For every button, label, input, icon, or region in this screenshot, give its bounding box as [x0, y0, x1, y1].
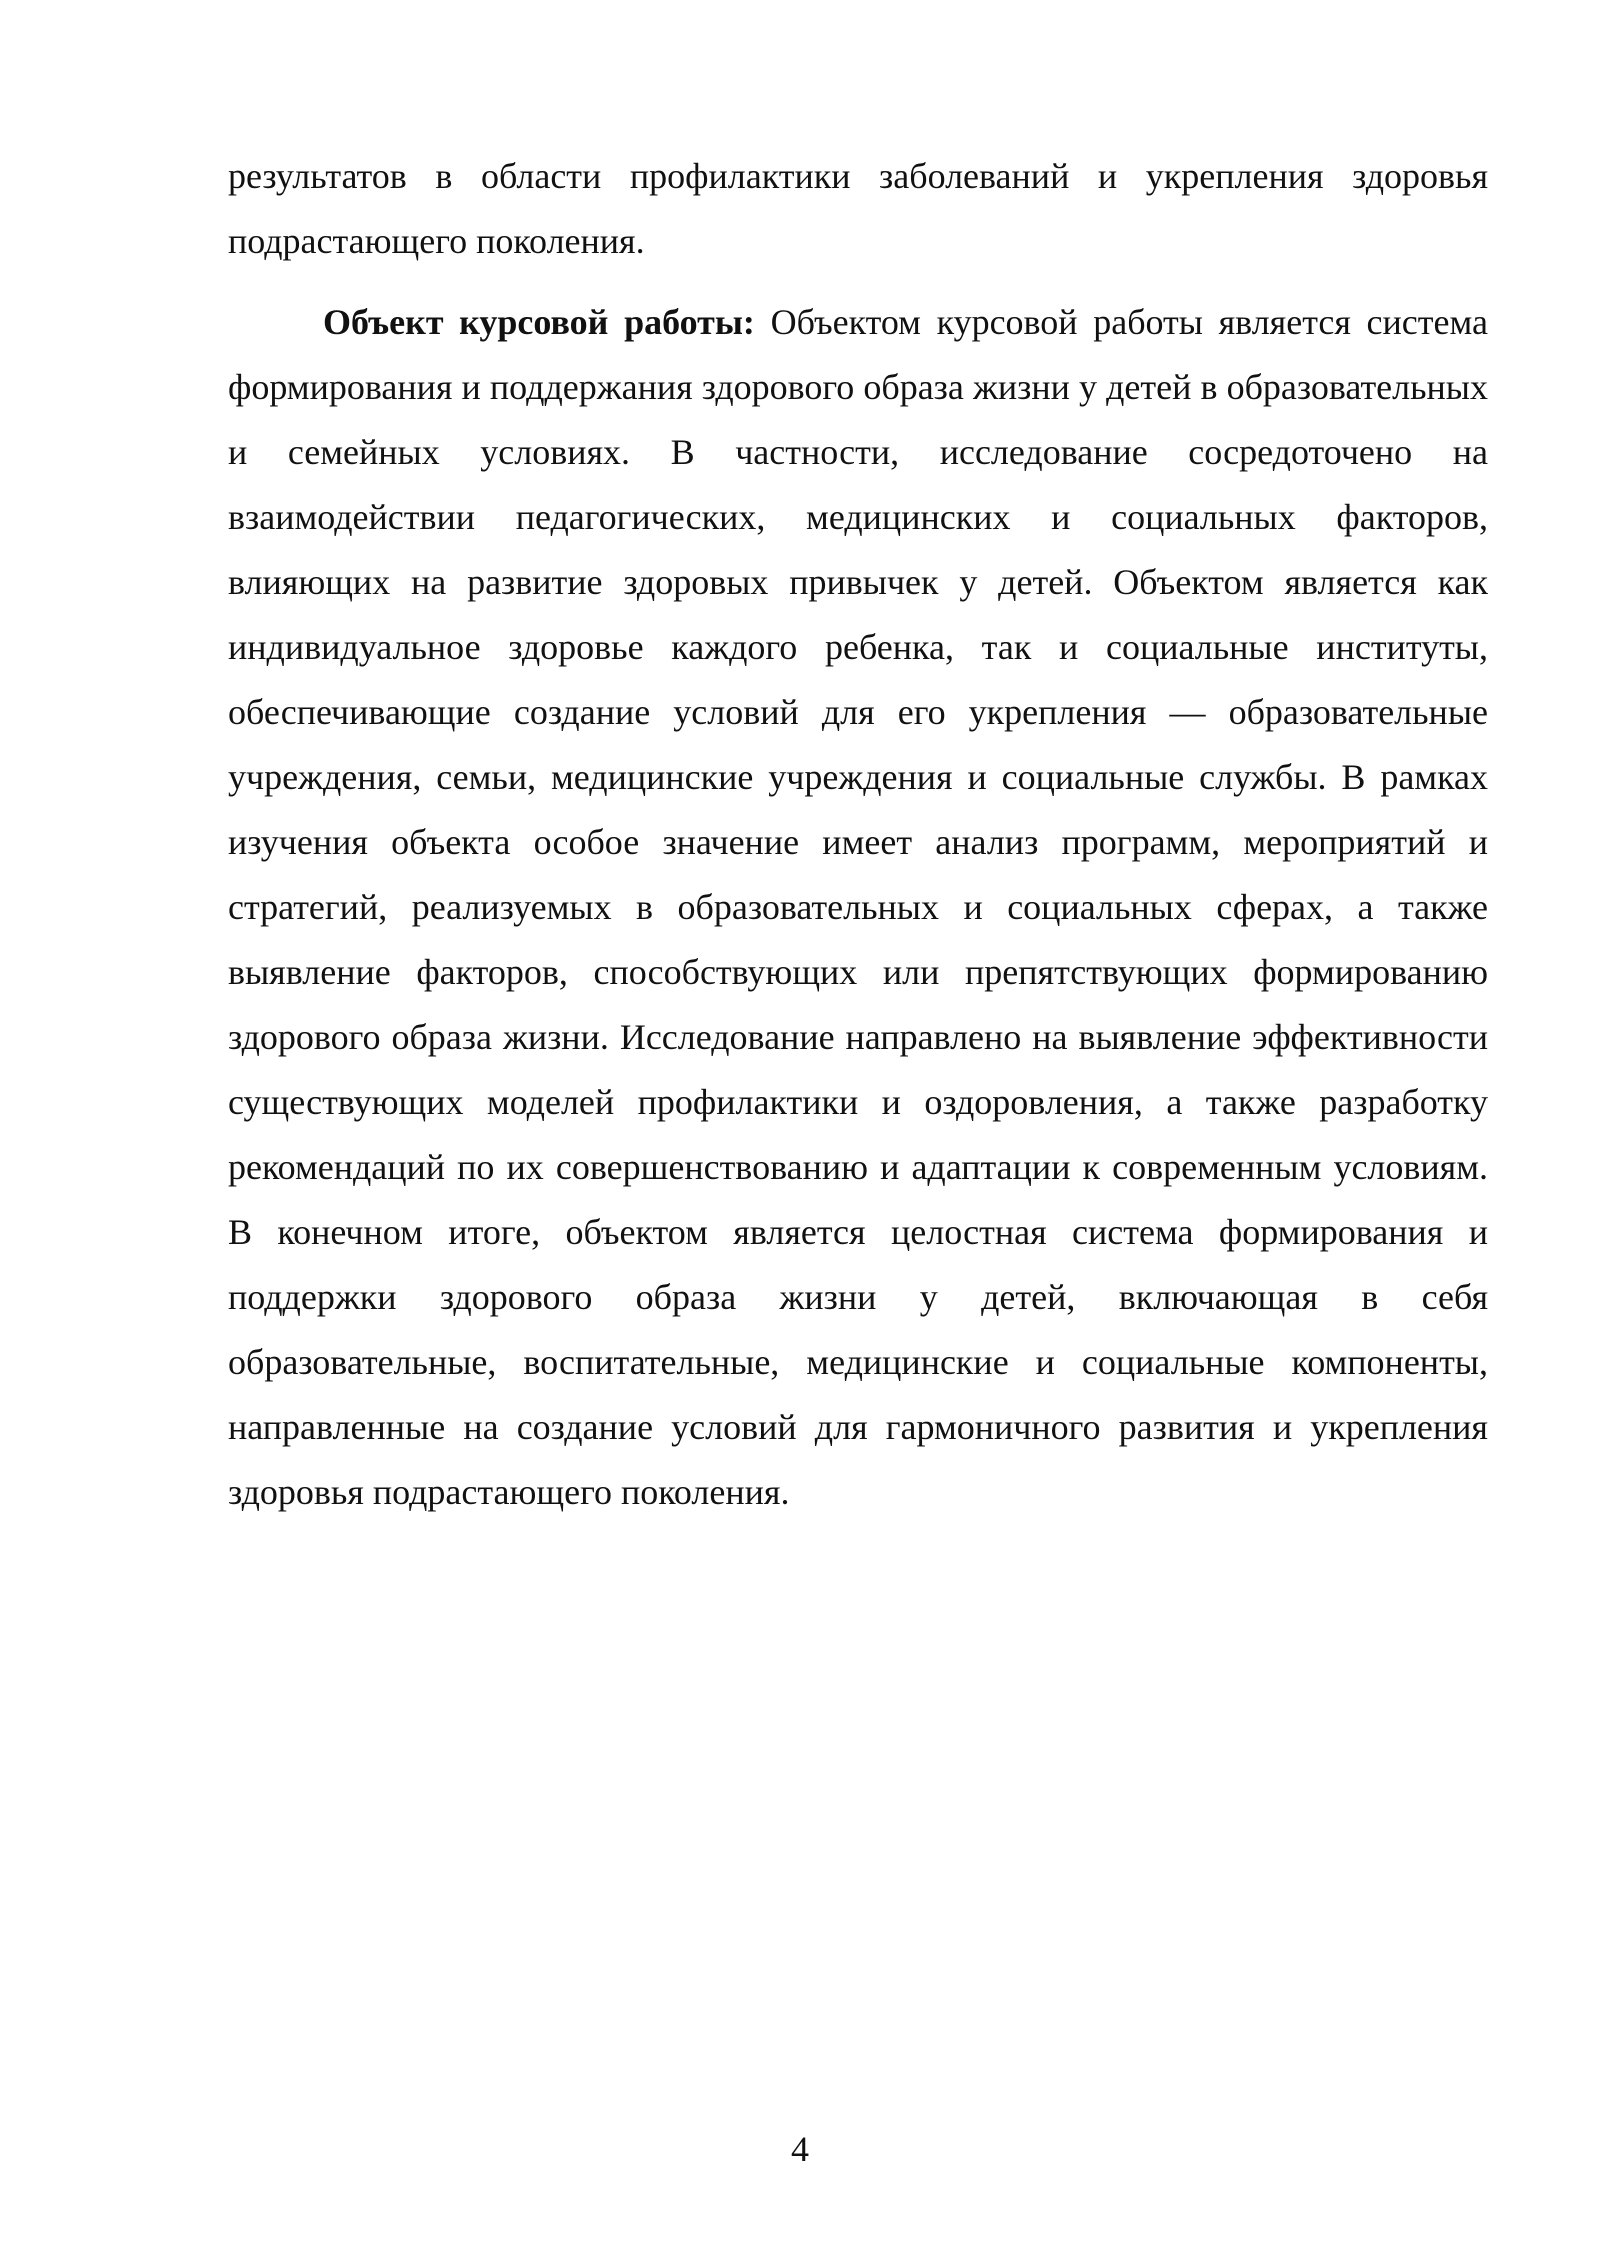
paragraph-lead-heading: Объект курсовой работы: — [323, 302, 755, 342]
body-text — [228, 144, 1488, 1525]
paragraph-object-body: Объектом курсовой работы является система формирования и поддержания здорового образа жизни у детей в образовательных и семейных условиях. В частности, исследование сосредоточено на взаимодействии педагогических, медицинских и социальных факторов, влияющих на развитие здоровых привычек у детей. Объектом является как индивидуальное здоровье каждого ребенка, так и социальные институты, обеспечивающие создание условий для его укрепления — образовательные учреждения, семьи, медицинские учреждения и социальные службы. В рамках изучения объекта особое значение имеет анализ программ, мероприятий и стратегий, реализуемых в образовательных и социальных сферах, а также выявление факторов, способствующих или препятствующих формированию здорового образа жизни. Исследование направлено на выявление эффективности существующих моделей профилактики и оздоровления, а также разработку рекомендаций по их совершенствованию и адаптации к современным условиям. В конечном итоге, объектом является целостная система формирования и поддержки здорового образа жизни у детей, включающая в себя образовательные, воспитательные, медицинские и социальные компоненты, направленные на создание условий для гармоничного развития и укрепления здоровья подрастающего поколения. — [228, 302, 1488, 1512]
paragraph-object — [228, 290, 1488, 1525]
page-number: 4 — [791, 2129, 809, 2169]
paragraph-continuation: результатов в области профилактики заболеваний и укрепления здоровья подрастающего поколения. — [228, 156, 1488, 261]
